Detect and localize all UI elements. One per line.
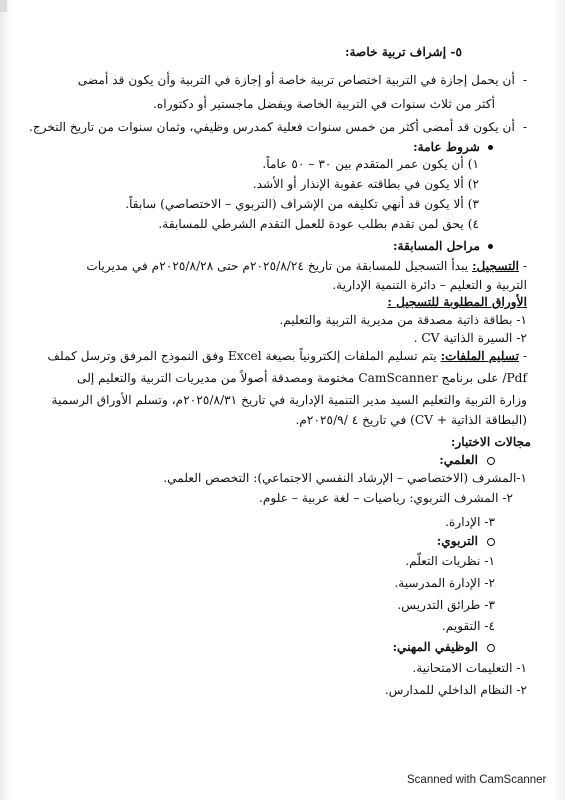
registration-text: يبدأ التسجيل للمسابقة من تاريخ ٢٠٢٥/٨/٢٤م حتى ٢٠٢٥/٨/٢٨م في مديريات xyxy=(86,259,473,273)
heading-text: شروط عامة: xyxy=(413,140,480,154)
requirement-line xyxy=(30,119,527,135)
subheading-text: العلمي: xyxy=(439,453,478,467)
section-heading-stages xyxy=(30,238,493,254)
section-heading-general-conditions xyxy=(30,139,493,155)
subheading-text: التربوي: xyxy=(436,534,478,548)
submission-line-cont: (البطاقة الذاتية + CV) في تاريخ ٤ /٢٠٢٥/٩م. xyxy=(295,413,527,427)
exam-fields-heading: مجالات الاختبار: xyxy=(450,435,531,449)
bullet-icon xyxy=(488,145,493,150)
field-item: ٢- النظام الداخلي للمدارس. xyxy=(384,683,527,697)
subheading-educational xyxy=(30,533,495,549)
condition-item: ١) أن يكون عمر المتقدم بين ٣٠ – ٥٠ عاماً. xyxy=(262,157,479,171)
registration-line xyxy=(30,258,527,274)
subheading-professional xyxy=(30,639,495,655)
document-item: ٢- السيرة الذاتية CV . xyxy=(413,331,527,345)
field-item: ٤- التقويم. xyxy=(441,619,495,633)
document-item: ١- بطاقة ذاتية مصدقة من مديرية التربية والتعليم. xyxy=(279,313,527,327)
section-heading-special-education: ٥- إشراف تربية خاصة: xyxy=(344,45,462,59)
field-item: ١- التعليمات الامتحانية. xyxy=(412,661,527,675)
required-documents-heading: الأوراق المطلوبة للتسجيل : xyxy=(387,295,527,309)
scan-edge-mark xyxy=(0,0,7,12)
label-registration: التسجيل: xyxy=(472,259,519,273)
field-item: ٣- طرائق التدريس. xyxy=(397,598,495,612)
submission-text: يتم تسليم الملفات إلكترونياً بصيغة Excel وفق النموذج المرفق وترسل كملف xyxy=(47,349,441,363)
field-item: ١-المشرف (الاختصاصي – الإرشاد النفسي الاجتماعي): التخصص العلمي. xyxy=(163,471,527,485)
registration-line-cont: التربية و التعليم – دائرة التنمية الإدارية. xyxy=(332,278,527,292)
condition-item: ٣) ألا يكون قد أنهي تكليفه من الإشراف (التربوي – الاختصاصي) سابقاً. xyxy=(125,197,479,211)
requirement-text: أن يحمل إجازة في التربية اختصاص تربية خاصة أو إجازة في التربية وأن يكون قد أمضى xyxy=(77,73,515,87)
submission-line xyxy=(30,348,527,364)
requirement-text: أن يكون قد أمضى أكثر من خمس سنوات فعلية كمدرس وظيفي، وثمان سنوات من تاريخ التخرج. xyxy=(28,120,515,134)
label-submission: تسليم الملفات: xyxy=(440,349,519,363)
field-item: ٢- الإدارة المدرسية. xyxy=(394,576,495,590)
dash-marker: - xyxy=(522,73,527,87)
subheading-scientific xyxy=(30,452,495,468)
submission-line-cont: Pdf/ على برنامج CamScanner مختومة ومصدقة أصولاً من مديريات التربية والتعليم إلى xyxy=(77,371,527,385)
submission-line-cont: وزارة التربية والتعليم السيد مدير التنمية الإدارية في تاريخ ٢٠٢٥/٨/٣١م، وتسلم الأوراق الرسمية xyxy=(51,393,527,407)
field-item: ٢- المشرف التربوي: رياضيات – لغة عربية – علوم. xyxy=(258,491,513,505)
circle-bullet-icon xyxy=(487,538,495,546)
subheading-text: الوظيفي المهني: xyxy=(392,640,478,654)
field-item: ١- نظريات التعلّم. xyxy=(405,554,495,568)
dash-marker: - xyxy=(519,349,527,363)
circle-bullet-icon xyxy=(487,644,495,652)
circle-bullet-icon xyxy=(487,457,495,465)
bullet-icon xyxy=(488,244,493,249)
dash-marker: - xyxy=(522,120,527,134)
field-item: ٣- الإدارة. xyxy=(445,515,495,529)
condition-item: ٤) يحق لمن تقدم بطلب عودة للعمل التقدم الشرطي للمسابقة. xyxy=(158,217,479,231)
requirement-line-cont: أكثر من ثلاث سنوات في التربية الخاصة ويفضل ماجستير أو دكتوراه. xyxy=(153,97,495,111)
dash-marker: - xyxy=(519,259,527,273)
condition-item: ٢) ألا يكون في بطاقته عقوبة الإنذار أو الأشد. xyxy=(252,177,479,191)
requirement-line xyxy=(30,72,527,88)
scanner-watermark: Scanned with CamScanner xyxy=(407,774,547,786)
heading-text: مراحل المسابقة: xyxy=(393,239,480,253)
